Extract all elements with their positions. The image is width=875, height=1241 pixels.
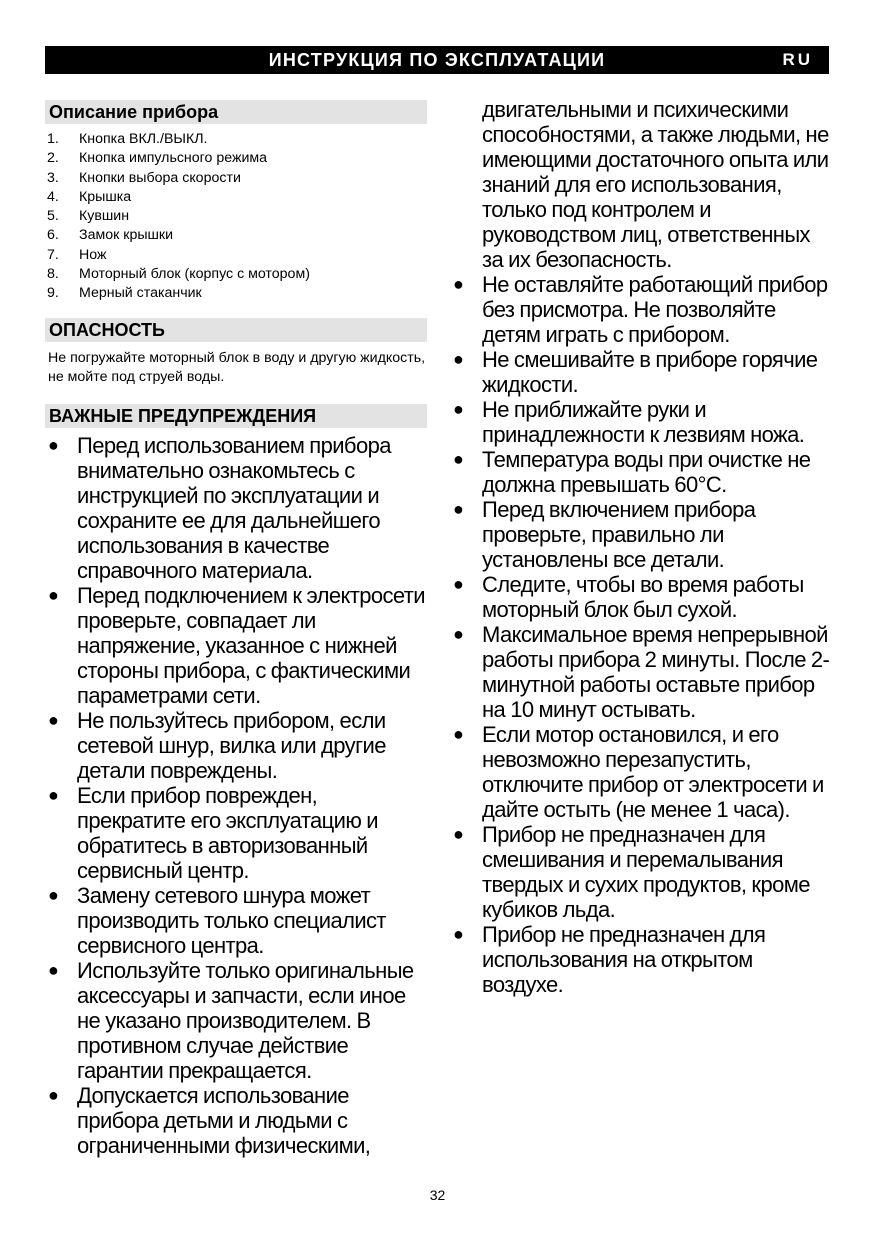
item-number: 5.: [47, 208, 59, 225]
parts-list: [45, 130, 427, 304]
bullet-icon: ●: [48, 434, 59, 455]
warning-text: Перед подключением к электросети проверьте, совпадает ли напряжение, указанное с нижней стороны прибора, с фактическими параметрами сети.: [77, 582, 425, 708]
warning-item: [45, 433, 427, 583]
warning-text: Не пользуйтесь прибором, если сетевой шнур, вилка или другие детали повреждены.: [77, 707, 386, 783]
bullet-icon: ●: [48, 959, 59, 980]
parts-list-item: [45, 149, 427, 168]
danger-text: Не погружайте моторный блок в воду и другую жидкость, не мойте под струей воды.: [48, 349, 426, 386]
warning-text: Допускается использование прибора детьми и людьми с ограниченными физическими,: [77, 1082, 371, 1158]
parts-list-item: [45, 226, 427, 245]
item-label: Мерный стаканчик: [79, 285, 202, 302]
warnings-list-right: [455, 272, 835, 997]
page-number: 32: [429, 1187, 446, 1203]
warning-item: [45, 958, 427, 1083]
header-title: ИНСТРУКЦИЯ ПО ЭКСПЛУАТАЦИИ: [268, 50, 606, 70]
bullet-icon: ●: [453, 399, 464, 419]
warning-text: Не оставляйте работающий прибор без присмотра. Не позволяйте детям играть с прибором.: [482, 272, 828, 347]
item-number: 6.: [47, 227, 59, 244]
bullet-icon: ●: [48, 709, 59, 730]
bullet-icon: ●: [453, 499, 464, 519]
bullet-icon: ●: [453, 574, 464, 594]
bullet-icon: ●: [453, 624, 464, 644]
warning-item: [455, 722, 835, 822]
item-label: Замок крышки: [79, 227, 174, 244]
item-number: 4.: [47, 188, 59, 205]
parts-list-item: [45, 207, 427, 226]
warning-text: Прибор не предназначен для использования на открытом воздухе.: [482, 922, 766, 997]
bullet-icon: ●: [48, 1084, 59, 1105]
warning-item: [455, 622, 835, 722]
warning-text: Максимальное время непрерывной работы прибора 2 минуты. После 2-минутной работы оставьте прибор на 10 минут остывать.: [482, 622, 830, 722]
item-label: Нож: [79, 246, 107, 263]
warning-text: Если прибор поврежден, прекратите его эксплуатацию и обратитесь в авторизованный сервисный центр.: [77, 782, 378, 883]
bullet-icon: ●: [453, 924, 464, 944]
warning-text: Используйте только оригинальные аксессуары и запчасти, если иное не указано производителем. В противном случае действие гарантии прекращается.: [77, 957, 414, 1083]
warning-text: Температура воды при очистке не должна превышать 60°С.: [482, 447, 811, 497]
warning-item: [45, 583, 427, 708]
bullet-icon: ●: [48, 584, 59, 605]
warnings-title: ВАЖНЫЕ ПРЕДУПРЕЖДЕНИЯ: [45, 404, 427, 428]
parts-list-item: [45, 246, 427, 265]
warning-text: Перед включением прибора проверьте, правильно ли установлены все детали.: [482, 497, 756, 572]
description-title: Описание прибора: [45, 100, 427, 124]
item-number: 8.: [47, 266, 59, 283]
parts-list-item: [45, 265, 427, 284]
bullet-icon: ●: [453, 449, 464, 469]
bullet-icon: ●: [453, 349, 464, 369]
bullet-icon: ●: [453, 274, 464, 294]
item-number: 1.: [47, 131, 59, 147]
warning-item: [45, 883, 427, 958]
parts-list-item: [45, 130, 427, 149]
item-label: Моторный блок (корпус с мотором): [79, 266, 310, 283]
parts-list-item: [45, 169, 427, 188]
item-number: 9.: [47, 285, 59, 302]
parts-list-item: [45, 284, 427, 303]
item-label: Крышка: [79, 188, 132, 205]
warning-text: Замену сетевого шнура может производить только специалист сервисного центра.: [77, 882, 386, 958]
description-section: [45, 100, 427, 304]
warning-item: [45, 783, 427, 883]
bullet-icon: ●: [48, 784, 59, 805]
bullet-icon: ●: [453, 824, 464, 844]
warning-item: [455, 347, 835, 397]
warning-item: [455, 497, 835, 572]
warning-item: [455, 822, 835, 922]
warning-continuation: двигательными и психическими способностями, а также людьми, не имеющими достаточного опыта или знаний для его использования, только под контролем и руководством лиц, ответственных за их безопасность.: [482, 97, 829, 272]
warning-item: [455, 572, 835, 622]
warning-text: Прибор не предназначен для смешивания и перемалывания твердых и сухих продуктов, кроме кубиков льда.: [482, 822, 810, 922]
warning-item: [455, 397, 835, 447]
warning-item: [45, 1083, 427, 1158]
page-header: [45, 46, 829, 74]
warning-text: Следите, чтобы во время работы моторный блок был сухой.: [482, 572, 804, 622]
item-label: Кнопка импульсного режима: [79, 150, 268, 167]
warning-item: [45, 708, 427, 783]
item-label: Кувшин: [79, 208, 130, 225]
warning-text: Не приближайте руки и принадлежности к лезвиям ножа.: [482, 397, 805, 447]
left-column: [45, 100, 427, 1158]
item-label: Кнопки выбора скорости: [79, 169, 241, 186]
parts-list-item: [45, 188, 427, 207]
warnings-section: [45, 404, 427, 1158]
warning-item: [455, 447, 835, 497]
bullet-icon: ●: [453, 724, 464, 744]
warning-text: Не смешивайте в приборе горячие жидкости.: [482, 347, 818, 397]
item-number: 2.: [47, 150, 59, 167]
warning-text: Если мотор остановился, и его невозможно перезапустить, отключите прибор от электросети и дайте остыть (не менее 1 часа).: [482, 722, 824, 822]
warning-item: [455, 922, 835, 997]
bullet-icon: ●: [48, 884, 59, 905]
item-label: Кнопка ВКЛ./ВЫКЛ.: [79, 131, 208, 147]
warning-text: Перед использованием прибора внимательно ознакомьтесь с инструкцией по эксплуатации и сохраните ее для дальнейшего использования в качестве справочного материала.: [77, 432, 391, 583]
warnings-list-left: [45, 433, 427, 1158]
right-column: [455, 97, 835, 997]
item-number: 7.: [47, 246, 59, 263]
item-number: 3.: [47, 169, 59, 186]
warning-item: [455, 272, 835, 347]
language-code: RU: [782, 50, 813, 69]
danger-section: [45, 318, 427, 388]
danger-title: ОПАСНОСТЬ: [45, 318, 427, 342]
